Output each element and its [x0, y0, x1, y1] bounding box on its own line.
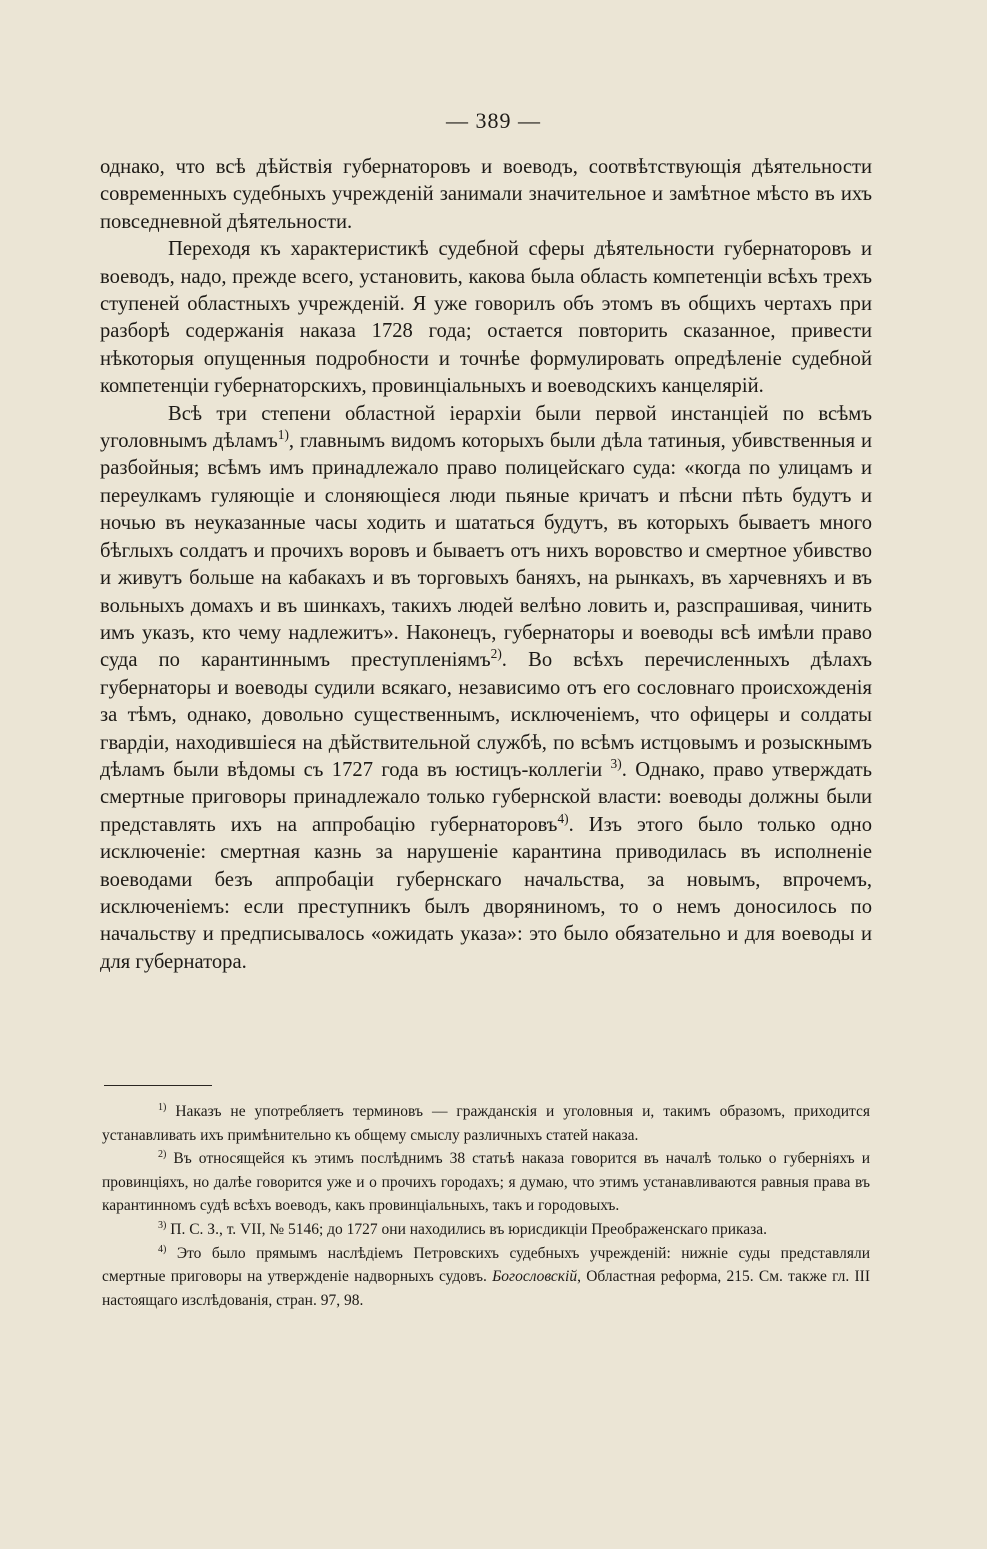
- main-text: [100, 154, 872, 976]
- paragraph-3-text: . Однако, право утверждать смертные приговоры принадлежало только губернской власти: воеводы должны были представлять ихъ на аппробацію губернаторовъ: [100, 758, 872, 836]
- footnote-author: Богословскій: [492, 1268, 578, 1286]
- paragraph-2: Переходя къ характеристикѣ судебной сферы дѣятельности губернаторовъ и воеводъ, надо, прежде всего, установить, какова была область компетенціи всѣхъ трехъ ступеней областныхъ учрежденій. Я уже говорилъ объ этомъ въ общихъ чертахъ при разборѣ содержанія наказа 1728 года; остается повторить сказанное, привести нѣкоторыя опущенныя подробности и точнѣе формулировать опредѣленіе судебной компетенціи губернаторскихъ, провинціальныхъ и воеводскихъ канцелярій.: [100, 238, 872, 398]
- footnote-4: [102, 1242, 870, 1313]
- footnote-text: , Областная реформа, 215. См. также гл. III настоящаго изслѣдованія, стран. 97, 98.: [102, 1268, 871, 1309]
- paragraph-3-text: , главнымъ видомъ которыхъ были дѣла татиныя, убивственныя и разбойныя; всѣмъ имъ принадлежало право полицейскаго суда: «когда по улицамъ и переулкамъ гуляющіе и слоняющіеся люди пьяные кричатъ и пѣсни пѣть будутъ и ночью въ неуказанные часы ходить и шататься будутъ, въ которыхъ бываетъ много бѣглыхъ солдатъ и прочихъ воровъ и бываетъ отъ нихъ воровство и смертное убивство и живутъ больше на кабакахъ и въ торговыхъ баняхъ, на рынкахъ, въ харчевняхъ и въ вольныхъ домахъ и въ шинкахъ, такихъ людей велѣно ловить и, разспрашивая, чинить имъ указъ, кто чему надлежитъ». Наконецъ, губернаторы и воеводы всѣ имѣли право суда по карантиннымъ преступленіямъ: [100, 430, 872, 672]
- footnote-text: Въ относящейся къ этимъ послѣднимъ 38 статьѣ наказа говорится въ началѣ только о губерніяхъ и провинціяхъ, но далѣе говорится уже и о прочихъ городахъ; я думаю, что этимъ устанавливаются равныя права въ карантинномъ судѣ всѣхъ воеводъ, какъ провинціальныхъ, такъ и городовыхъ.: [102, 1150, 870, 1215]
- footnote-ref-4: 4): [557, 810, 569, 826]
- paragraph-3-text: Всѣ три степени областной іерархіи были первой инстанціей по всѣмъ уголовнымъ дѣламъ: [100, 402, 872, 453]
- footnote-ref-1: 1): [277, 427, 289, 443]
- footnote-mark: 1): [158, 1101, 167, 1113]
- page-number: — 389 —: [446, 108, 541, 133]
- footnote-mark: 4): [158, 1243, 167, 1255]
- footnotes: [102, 1100, 870, 1312]
- footnote-mark: 3): [158, 1219, 167, 1231]
- footnote-text: П. С. З., т. VII, № 5146; до 1727 они находились въ юрисдикціи Преображенскаго приказа.: [166, 1220, 768, 1238]
- footnote-2: [102, 1147, 870, 1218]
- footnote-text: Наказъ не употребляетъ терминовъ — гражданскія и уголовныя и, такимъ образомъ, приходится устанавливать ихъ примѣнительно къ общему смыслу различныхъ статей наказа.: [102, 1103, 870, 1144]
- paragraph-3-text: . Во всѣхъ перечисленныхъ дѣлахъ губернаторы и воеводы судили всякаго, независимо отъ его сословнаго происхожденія за тѣмъ, однако, довольно существеннымъ, исключеніемъ, что офицеры и солдаты гвардіи, находившіеся на дѣйствительной службѣ, по всѣмъ истцовымъ и розыскнымъ дѣламъ были вѣдомы съ 1727 года въ юстицъ-коллегіи: [100, 649, 873, 781]
- footnote-divider: [104, 1085, 212, 1086]
- footnote-mark: 2): [158, 1149, 167, 1161]
- paragraph-3-text: . Изъ этого было только одно исключеніе: смертная казнь за нарушеніе карантина приводилась въ исполненіе воеводами безъ аппробаціи губернскаго начальства, за новымъ, впрочемъ, исключеніемъ: если преступникъ былъ дворяниномъ, то о немъ доносилось по начальству и предписывалось «ожидать указа»: это было обязательно и для воеводы и для губернатора.: [100, 813, 872, 973]
- footnote-ref-3: 3): [610, 756, 622, 772]
- footnote-3: [102, 1218, 870, 1242]
- footnote-text: Это было прямымъ наслѣдіемъ Петровскихъ судебныхъ учрежденій: нижніе суды представляли смертные приговоры на утвержденіе надворныхъ судовъ.: [102, 1244, 870, 1286]
- footnote-1: [102, 1100, 870, 1147]
- paragraph-3: [100, 401, 872, 977]
- footnote-ref-2: 2): [490, 646, 502, 662]
- paragraph-1: однако, что всѣ дѣйствія губернаторовъ и воеводъ, соотвѣтствующія дѣятельности современныхъ судебныхъ учрежденій занимали значительное и замѣтное мѣсто въ ихъ повседневной дѣятельности.: [100, 156, 872, 233]
